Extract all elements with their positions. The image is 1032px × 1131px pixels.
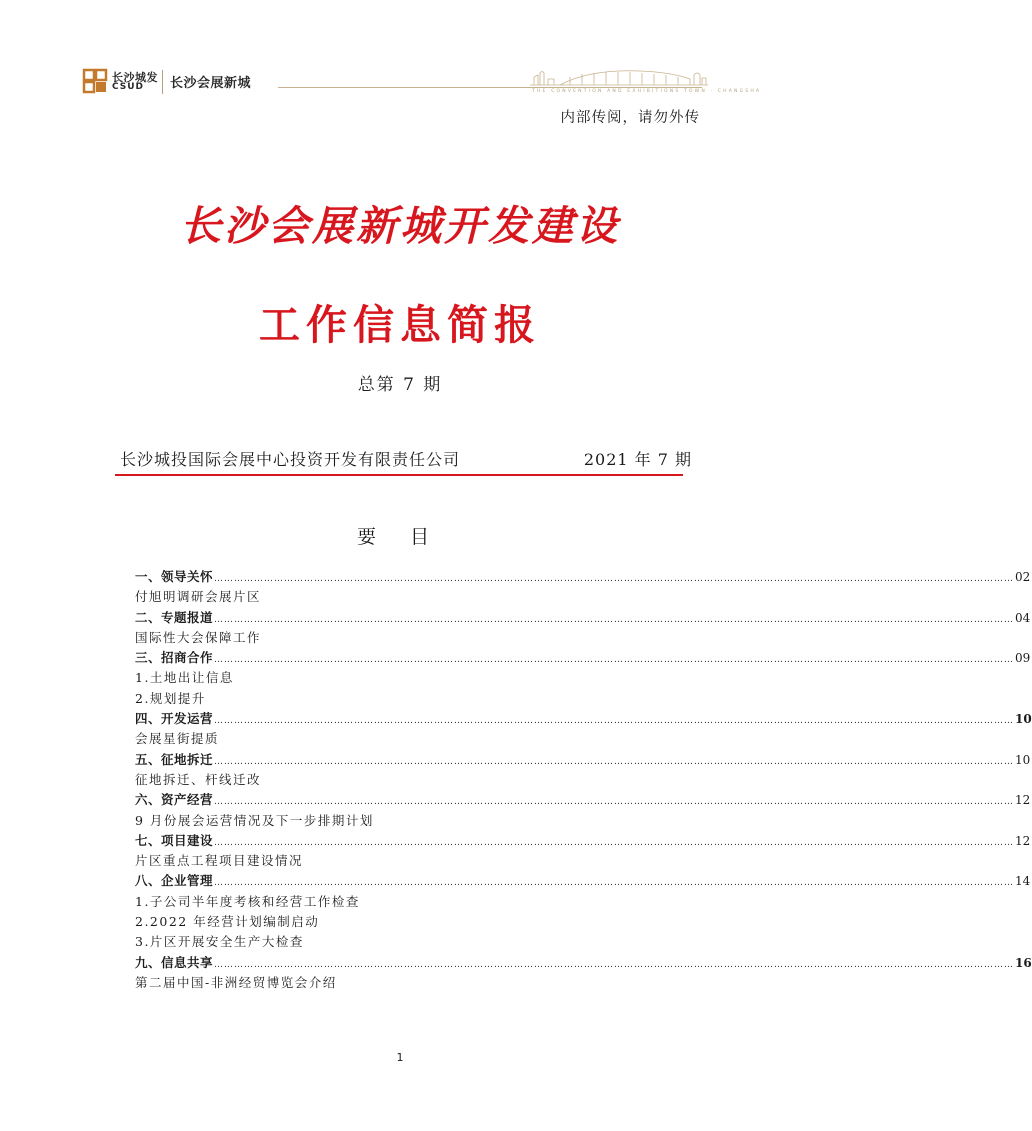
logo-divider bbox=[162, 70, 163, 94]
toc-item[interactable]: 1.子公司半年度考核和经营工作检查 bbox=[135, 893, 360, 909]
issue-date: 2021 年 7 期 bbox=[583, 450, 692, 469]
toc-page-number: 10 bbox=[1015, 712, 1032, 727]
toc-page-number: 04 bbox=[1015, 610, 1031, 625]
toc-section-row[interactable] bbox=[135, 871, 1031, 891]
toc-item[interactable]: 征地拆迁、杆线迁改 bbox=[135, 771, 262, 787]
toc-leader-dots: …………………………………………………………………………………………………………………………………………………………………………………………………………………… bbox=[214, 959, 1015, 970]
toc-leader-dots: …………………………………………………………………………………………………………………………………………………………………………………………………………………… bbox=[214, 614, 1015, 625]
toc-section-row[interactable] bbox=[135, 750, 1031, 770]
title-line-1: 长沙会展新城开发建设 bbox=[180, 202, 620, 250]
skyline-illustration-icon bbox=[530, 65, 708, 87]
toc-section-row[interactable] bbox=[135, 790, 1031, 810]
confidential-notice: 内部传阅，请勿外传 bbox=[560, 110, 700, 126]
issue-total: 总第 7 期 bbox=[357, 375, 443, 395]
toc-page-number: 16 bbox=[1015, 955, 1032, 970]
toc-leader-dots: …………………………………………………………………………………………………………………………………………………………………………………………………………………… bbox=[214, 574, 1015, 584]
header-tagline: THE CONVENTION AND EXHIBITIONS TOWN · CHANGSHA bbox=[532, 89, 762, 94]
toc-item[interactable]: 3.片区开展安全生产大检查 bbox=[135, 934, 304, 950]
toc-page-number: 09 bbox=[1015, 651, 1031, 666]
red-divider bbox=[115, 474, 683, 476]
toc-page-number: 12 bbox=[1015, 833, 1031, 848]
toc-page-number: 14 bbox=[1015, 874, 1031, 889]
toc-item[interactable]: 2.规划提升 bbox=[135, 690, 206, 706]
toc-section-label: 六、资产经营 bbox=[135, 792, 214, 808]
toc-section-label: 五、征地拆迁 bbox=[135, 751, 214, 767]
toc-item[interactable]: 2.2022 年经营计划编制启动 bbox=[135, 914, 320, 930]
toc-item[interactable]: 片区重点工程项目建设情况 bbox=[135, 853, 304, 869]
toc-page-number: 02 bbox=[1015, 570, 1031, 584]
logo-text-bottom: CSUD bbox=[112, 82, 145, 92]
toc-section-label: 一、领导关怀 bbox=[135, 569, 214, 584]
toc-section-label: 七、项目建设 bbox=[135, 832, 214, 848]
toc-section-row[interactable] bbox=[135, 608, 1031, 628]
company-name: 长沙城投国际会展中心投资开发有限责任公司 bbox=[120, 450, 461, 469]
company-line bbox=[120, 447, 692, 471]
toc-section-row[interactable] bbox=[135, 567, 1031, 587]
toc-leader-dots: …………………………………………………………………………………………………………………………………………………………………………………………………………………… bbox=[214, 756, 1015, 767]
toc-heading: 要 目 bbox=[356, 526, 444, 548]
toc-section-row[interactable] bbox=[135, 953, 1032, 973]
csud-logo-icon bbox=[82, 68, 108, 94]
toc-section-row[interactable] bbox=[135, 709, 1032, 729]
table-of-contents bbox=[135, 567, 1032, 993]
toc-leader-dots: …………………………………………………………………………………………………………………………………………………………………………………………………………………… bbox=[214, 655, 1015, 666]
header-rule bbox=[278, 87, 702, 88]
logo-text-top: 长沙城发 bbox=[112, 71, 158, 84]
toc-page-number: 12 bbox=[1015, 793, 1031, 808]
toc-item[interactable]: 国际性大会保障工作 bbox=[135, 629, 262, 645]
toc-section-label: 九、信息共享 bbox=[135, 954, 214, 970]
brand-name: 长沙会展新城 bbox=[170, 76, 252, 91]
toc-leader-dots: …………………………………………………………………………………………………………………………………………………………………………………………………………………… bbox=[214, 878, 1015, 889]
toc-leader-dots: …………………………………………………………………………………………………………………………………………………………………………………………………………………… bbox=[214, 716, 1015, 727]
toc-item[interactable]: 付旭明调研会展片区 bbox=[135, 589, 262, 605]
toc-section-label: 二、专题报道 bbox=[135, 609, 214, 625]
toc-section-label: 三、招商合作 bbox=[135, 650, 214, 666]
toc-leader-dots: …………………………………………………………………………………………………………………………………………………………………………………………………………………… bbox=[214, 837, 1015, 848]
toc-leader-dots: …………………………………………………………………………………………………………………………………………………………………………………………………………………… bbox=[214, 797, 1015, 808]
page-header bbox=[82, 62, 762, 102]
page-number: 1 bbox=[396, 1051, 404, 1064]
title-line-2: 工作信息简报 bbox=[259, 301, 541, 349]
toc-item[interactable]: 会展星街提质 bbox=[135, 731, 220, 747]
toc-page-number: 10 bbox=[1015, 752, 1031, 767]
toc-section-row[interactable] bbox=[135, 648, 1031, 668]
toc-item[interactable]: 1.土地出让信息 bbox=[135, 670, 234, 686]
toc-item[interactable]: 第二届中国-非洲经贸博览会介绍 bbox=[135, 974, 337, 990]
toc-section-row[interactable] bbox=[135, 831, 1031, 851]
toc-section-label: 四、开发运营 bbox=[135, 711, 214, 727]
toc-section-label: 八、企业管理 bbox=[135, 873, 214, 889]
toc-item[interactable]: 9 月份展会运营情况及下一步排期计划 bbox=[135, 812, 374, 828]
